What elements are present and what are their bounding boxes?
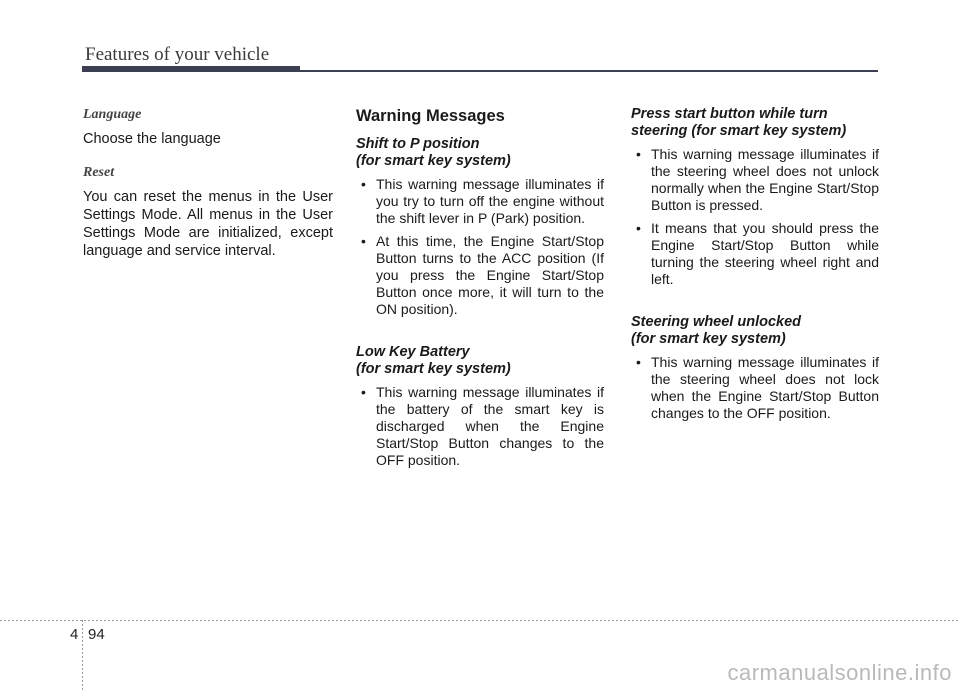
list-item: • This warning message illuminates if the battery of the smart key is discharged when the Engine Start/Stop Button changes to the OFF position. — [356, 384, 604, 469]
page-number: 94 — [88, 626, 105, 643]
middle-column — [356, 106, 604, 475]
steering-unlocked-list — [631, 354, 879, 422]
warning-messages-title: Warning Messages — [356, 107, 505, 125]
list-item: • This warning message illuminates if the steering wheel does not unlock normally when the Engine Start/Stop Button is pressed. — [631, 146, 879, 214]
steering-unlocked-heading — [631, 314, 879, 348]
header-rule-thick — [82, 66, 300, 72]
language-text: Choose the language — [83, 131, 221, 147]
low-key-battery-list — [356, 384, 604, 469]
page-header-title: Features of your vehicle — [85, 44, 270, 65]
footer-rule — [0, 620, 960, 621]
press-start-list — [631, 146, 879, 288]
low-key-battery-heading — [356, 344, 604, 378]
shift-to-p-heading-line2: (for smart key system) — [356, 153, 511, 169]
low-key-battery-heading-line1: Low Key Battery — [356, 344, 470, 360]
reset-text: You can reset the menus in the User Settings Mode. All menus in the User Settings Mode are initialized, except language and service interval. — [83, 189, 333, 259]
chapter-number: 4 — [70, 626, 79, 643]
press-start-heading-line2: steering (for smart key system) — [631, 123, 847, 139]
low-key-battery-heading-line2: (for smart key system) — [356, 361, 511, 377]
shift-to-p-list — [356, 176, 604, 318]
shift-to-p-heading — [356, 136, 604, 170]
steering-unlocked-heading-line1: Steering wheel unlocked — [631, 314, 802, 330]
left-column — [83, 106, 333, 260]
reset-heading: Reset — [83, 165, 115, 180]
steering-unlocked-heading-line2: (for smart key system) — [631, 331, 786, 347]
list-item: • This warning message illuminates if you try to turn off the engine without the shift lever in P (Park) position. — [356, 176, 604, 227]
press-start-heading-line1: Press start button while turn — [631, 106, 828, 122]
right-column — [631, 106, 879, 428]
shift-to-p-heading-line1: Shift to P position — [356, 136, 480, 152]
language-heading: Language — [83, 107, 142, 122]
header-rule-thin — [300, 70, 878, 72]
list-item: • It means that you should press the Engine Start/Stop Button while turning the steering wheel right and left. — [631, 220, 879, 288]
watermark: carmanualsonline.info — [727, 660, 952, 685]
footer-divider — [82, 620, 83, 690]
list-item: • This warning message illuminates if the steering wheel does not lock when the Engine Start/Stop Button changes to the OFF position. — [631, 354, 879, 422]
press-start-heading — [631, 106, 879, 140]
list-item: • At this time, the Engine Start/Stop Button turns to the ACC position (If you press the Engine Start/Stop Button once more, it will turn to the ON position). — [356, 233, 604, 318]
